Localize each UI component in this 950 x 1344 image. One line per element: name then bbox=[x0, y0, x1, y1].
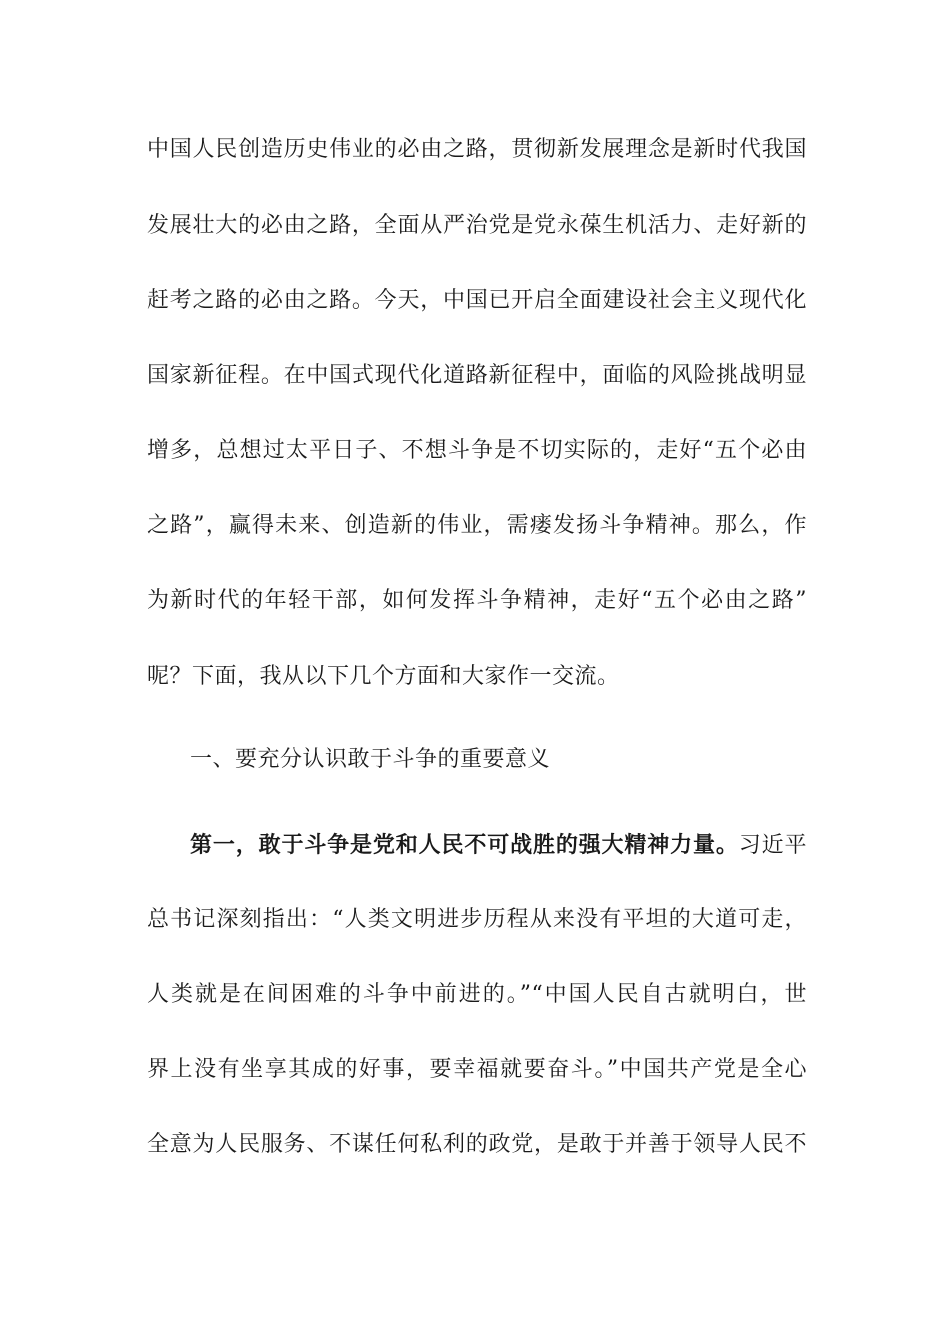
paragraph-1-line-4: 国家新征程。在中国式现代化道路新征程中，面临的风险挑战明显 bbox=[147, 363, 807, 388]
paragraph-1-line-6: 之路”，赢得未来、创造新的伟业，需瘘发扬斗争精神。那么，作 bbox=[147, 513, 807, 538]
paragraph-2-lead-rest: 习近平 bbox=[738, 833, 807, 858]
paragraph-1-line-3: 赶考之路的必由之路。今天，中国已开启全面建设社会主义现代化 bbox=[147, 288, 807, 313]
paragraph-1-line-1: 中国人民创造历史伟业的必由之路，贯彻新发展理念是新时代我国 bbox=[147, 137, 807, 162]
section-heading: 一、要充分认识敢于斗争的重要意义 bbox=[190, 747, 551, 772]
paragraph-2-line-1 bbox=[190, 830, 807, 861]
paragraph-1-line-5: 增多，总想过太平日子、不想斗争是不切实际的，走好“五个必由 bbox=[147, 438, 807, 463]
paragraph-1-line-2: 发展壮大的必由之路，全面从严治党是党永葆生机活力、走好新的 bbox=[147, 213, 807, 238]
paragraph-1-line-8: 呢？下面，我从以下几个方面和大家作一交流。 bbox=[147, 664, 620, 689]
paragraph-2-line-3: 人类就是在间困难的斗争中前进的。”“中国人民自古就明白，世 bbox=[147, 982, 807, 1007]
paragraph-2-lead-bold: 第一，敢于斗争是党和人民不可战胜的强大精神力量。 bbox=[190, 832, 739, 858]
paragraph-2-line-2: 总书记深刻指出：“人类文明进步历程从来没有平坦的大道可走， bbox=[147, 907, 807, 932]
paragraph-1-line-7: 为新时代的年轻干部，如何发挥斗争精神，走好“五个必由之路” bbox=[147, 588, 807, 613]
paragraph-2-line-5: 全意为人民服务、不谋任何私利的政党，是敢于并善于领导人民不 bbox=[147, 1132, 807, 1157]
paragraph-2-line-4: 界上没有坐享其成的好事，要幸福就要奋斗。”中国共产党是全心 bbox=[147, 1057, 807, 1082]
